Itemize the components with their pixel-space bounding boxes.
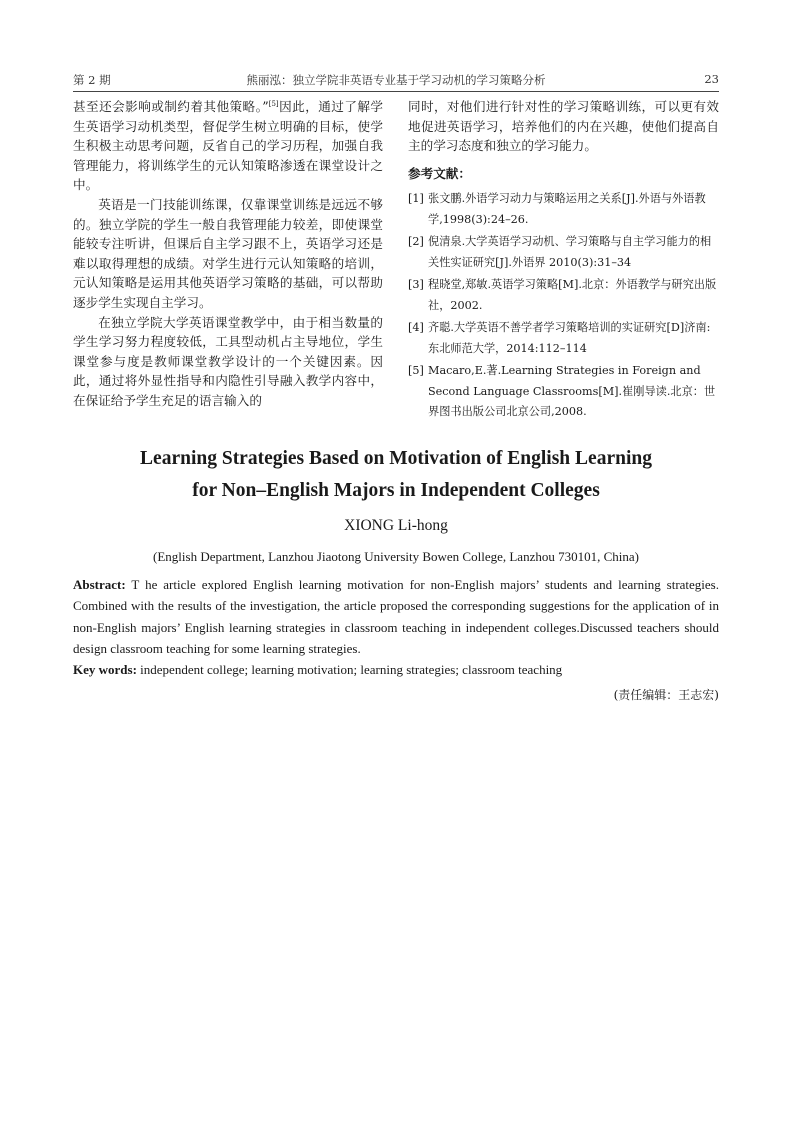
header-rule [73,91,719,92]
reference-item [408,275,719,316]
reference-text: 程晓堂,郑敏.英语学习策略[M].北京：外语教学与研究出版社，2002. [428,278,717,312]
page-number: 23 [704,72,719,86]
abstract-text: T he article explored English learning motivation for non-English majors’ students and learning strategies. Combined with the results of the investigation, the article proposed the corresponding suggestions for the application of in non-English majors’ English learning strategies in classroom teaching in independent colleges.Discussed teachers should design classroom teaching for some learning strategies. [73,577,719,656]
english-author: XIONG Li-hong [344,517,448,534]
reference-item [408,361,719,423]
reference-text: Macaro,E.著.Learning Strategies in Foreign and Second Language Classrooms[M].崔刚导读.北京：世界图书出版公司北京公司,2008. [428,364,716,419]
reference-text: 张文鹏.外语学习动力与策略运用之关系[J].外语与外语教学,1998(3):24–26. [428,192,706,226]
reference-number: [4] [408,321,424,335]
reference-number: [1] [408,192,424,206]
paragraph-text: 甚至还会影响或制约着其他策略。” [73,99,269,114]
english-abstract [73,574,719,659]
english-title [73,443,719,507]
reference-number: [2] [408,235,424,249]
english-keywords [73,659,719,680]
paragraph: 同时，对他们进行针对性的学习策略训练，可以更有效地促进英语学习，培养他们的内在兴趣，使他们提高自主的学习态度和独立的学习能力。 [408,99,719,154]
left-column [73,97,383,411]
reference-number: [3] [408,278,424,292]
reference-item [408,189,719,230]
english-title-line: Learning Strategies Based on Motivation of English Learning [140,448,652,469]
reference-list [408,189,719,423]
paragraph: 英语是一门技能训练课，仅靠课堂训练是远远不够的。独立学院的学生一般自我管理能力较差，即使课堂能较专注听讲，但课后自主学习跟不上，英语学习还是难以取得理想的成绩。对学生进行元认知策略的培训，元认知策略是运用其他英语学习策略的基础，可以帮助逐步学生实现自主学习。 [73,196,383,310]
reference-item [408,318,719,359]
citation-marker: [5] [268,100,279,108]
references-heading: 参考文献： [408,165,471,181]
english-abstract-block [73,443,719,680]
running-header [73,69,719,91]
english-affiliation: (English Department, Lanzhou Jiaotong University Bowen College, Lanzhou 730101, China) [153,549,639,564]
english-title-line: for Non–English Majors in Independent Colleges [192,480,600,501]
reference-number: [5] [408,364,424,378]
right-column [408,97,719,425]
keywords-text: independent college; learning motivation; learning strategies; classroom teaching [136,662,563,678]
reference-text: 倪清泉.大学英语学习动机、学习策略与自主学习能力的相关性实证研究[J].外语界 2010(3):31–34 [428,235,712,269]
paragraph: 在独立学院大学英语课堂教学中，由于相当数量的学生学习努力程度较低，工具型动机占主导地位，学生课堂参与度是教师课堂教学设计的一个关键因素。因此，通过将外显性指导和内隐性引导融入教学内容中，在保证给予学生充足的语言输入的 [73,314,383,408]
paragraph-text: 因此，通过了解学生英语学习动机类型，督促学生树立明确的目标，使学生积极主动思考问题，反省自己的学习历程，加强自我管理能力，将训练学生的元认知策略渗透在课堂设计之中。 [73,99,383,193]
abstract-label: Abstract: [73,577,126,592]
paragraph [73,97,383,195]
reference-item [408,232,719,273]
editor-note: (责任编辑：王志宏) [613,688,719,702]
running-title: 熊丽泓：独立学院非英语专业基于学习动机的学习策略分析 [246,73,546,87]
reference-text: 齐聪.大学英语不善学者学习策略培训的实证研究[D]济南:东北师范大学，2014:112–114 [428,321,711,355]
keywords-label: Key words: [73,662,137,678]
issue-number: 第 2 期 [73,73,111,87]
